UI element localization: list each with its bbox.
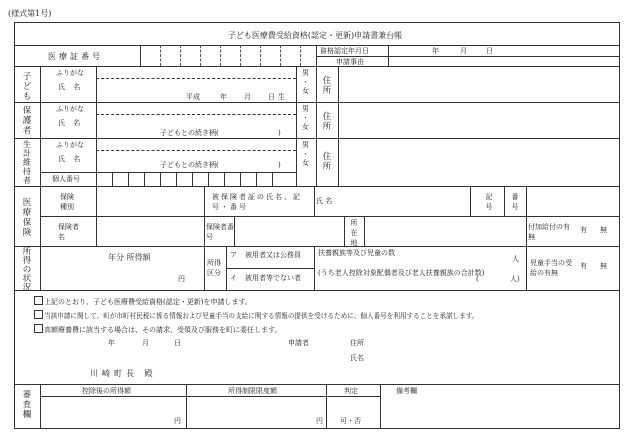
income-opt-a-text: 被用者又は公務員 xyxy=(245,251,301,259)
child-birth-year-text: 年 xyxy=(220,93,227,101)
guardian-gender-male[interactable]: 男 xyxy=(302,105,309,113)
income-year-label: 年分 所得額 xyxy=(108,253,151,262)
child-gender-dot: ・ xyxy=(302,78,309,86)
income-category-label: 所得区分 xyxy=(207,259,221,277)
dependents-person: 人 xyxy=(512,255,519,263)
guardian-relationship-label: 子どもとの続き柄( xyxy=(160,129,219,137)
child-birth-month-text: 月 xyxy=(244,93,251,101)
form-title: 子ども医療費受給資格(認定・更新)申請書兼台帳 xyxy=(227,31,403,40)
applicant-label: 申請者 xyxy=(288,339,309,347)
individual-no-label: 個人番号 xyxy=(52,175,80,183)
livelihood-section-label: 生計維持者 xyxy=(23,140,31,185)
date-month-label: 月 xyxy=(460,47,467,55)
sign-year: 年 xyxy=(108,339,115,347)
declaration-1[interactable]: 上記のとおり、子ども医療費受給資格(認定・更新)を申請します。 xyxy=(34,296,252,306)
child-allowance-yes[interactable]: 有 xyxy=(580,262,587,270)
guardian-relationship-close: ) xyxy=(278,129,281,137)
application-reason-label: 申請事由 xyxy=(336,58,364,66)
guardian-furigana-label: ふりがな xyxy=(56,105,84,113)
applicant-name-label: 氏名 xyxy=(350,354,364,362)
addressee: 川崎町長 殿 xyxy=(90,369,157,378)
child-gender-female[interactable]: 女 xyxy=(302,87,309,95)
insurer-location-label: 所在地 xyxy=(350,219,358,247)
livelihood-gender-male[interactable]: 男 xyxy=(302,141,309,149)
child-birth-era: 平成 xyxy=(186,93,200,101)
insurance-section-label: 医療保険 xyxy=(22,198,32,238)
income-opt-a[interactable]: ア xyxy=(230,251,237,259)
insured-name-label: 氏 名 xyxy=(316,197,333,205)
guardian-gender-dot: ・ xyxy=(302,114,309,122)
child-furigana-label: ふりがな xyxy=(56,69,84,77)
review-section-label: 審査欄 xyxy=(22,390,32,420)
dependents-label: 扶養親族等及び児童の数 xyxy=(318,249,395,257)
date-year-label: 年 xyxy=(432,47,439,55)
sign-month: 月 xyxy=(142,339,149,347)
declaration-1-checkbox[interactable] xyxy=(34,296,43,305)
medical-cert-no-boxes[interactable] xyxy=(140,45,316,66)
guardian-gender-female[interactable]: 女 xyxy=(302,123,309,131)
elderly-paren-open: ( xyxy=(476,275,479,283)
elderly-note: (うち老人控除対象配偶者及び老人扶養親族の合計数) xyxy=(318,269,485,277)
income-opt-i-text: 被用者等でない者 xyxy=(245,274,301,282)
insurer-name-label: 保険者名 xyxy=(58,223,79,241)
income-yen: 円 xyxy=(178,275,185,283)
child-name-label: 氏 名 xyxy=(58,83,84,91)
supplement-yes[interactable]: 有 xyxy=(580,226,587,234)
applicant-address-label: 住所 xyxy=(350,339,364,347)
livelihood-name-label: 氏 名 xyxy=(58,155,84,163)
form-number: (様式第1号) xyxy=(8,9,52,18)
guardian-name-label: 氏 名 xyxy=(58,119,84,127)
declaration-2[interactable]: 当該申請に関して、町が市町村民税に係る情報および児童手当の支給に関する情報の提供を受けるために、個人番号を利用することを承諾します。 xyxy=(34,310,479,320)
livelihood-gender-dot: ・ xyxy=(302,150,309,158)
livelihood-furigana-label: ふりがな xyxy=(56,141,84,149)
child-section-label: 子ども xyxy=(22,72,32,102)
insured-symbol-label: 記号 xyxy=(485,193,493,211)
child-gender-male[interactable]: 男 xyxy=(302,69,309,77)
medical-cert-no-label: 医療証番号 xyxy=(48,52,103,61)
income-section-label: 所得の状況 xyxy=(22,247,32,293)
child-address-label: 住所 xyxy=(322,76,332,96)
elderly-person-close: 人) xyxy=(510,275,520,283)
qualification-date-label: 資格認定年月日 xyxy=(320,47,369,55)
supplement-no[interactable]: 無 xyxy=(600,226,607,234)
livelihood-relationship-close: ) xyxy=(278,161,281,169)
individual-no-boxes[interactable] xyxy=(96,172,296,186)
livelihood-address-label: 住所 xyxy=(322,152,332,172)
date-day-label: 日 xyxy=(486,47,493,55)
livelihood-relationship-label: 子どもとの続き柄( xyxy=(160,161,219,169)
guardian-address-label: 住所 xyxy=(322,112,332,132)
supplement-label: 付加給付の有無 xyxy=(528,223,570,241)
child-birth-suffix: 生 xyxy=(278,93,285,101)
insurer-no-label: 保険者番号 xyxy=(206,223,234,241)
income-limit-yen: 円 xyxy=(316,417,323,425)
income-limit-label: 所得制限限度額 xyxy=(228,387,277,395)
declaration-3[interactable]: 高額療養費に該当する場合は、その請求、受領及び服務を町に委任します。 xyxy=(34,324,281,334)
declaration-2-checkbox[interactable] xyxy=(34,310,43,319)
insured-card-label: 被保険者証の氏名、記号・番号 xyxy=(212,193,302,211)
livelihood-gender-female[interactable]: 女 xyxy=(302,159,309,167)
child-allowance-no[interactable]: 無 xyxy=(600,262,607,270)
declaration-3-checkbox[interactable] xyxy=(34,324,43,333)
sign-day: 日 xyxy=(174,339,181,347)
child-birth-day-text: 日 xyxy=(268,93,275,101)
judgement-label: 判定 xyxy=(344,387,358,395)
deducted-income-label: 控除後の所得額 xyxy=(82,387,131,395)
income-opt-i[interactable]: イ xyxy=(230,274,237,282)
insurance-type-label: 保険種別 xyxy=(60,193,74,211)
child-allowance-label: 児童手当の受給の有無 xyxy=(530,259,572,277)
judgement-pass-fail[interactable]: 可・否 xyxy=(340,417,361,425)
remarks-label: 備考欄 xyxy=(396,387,417,395)
insured-number-label: 番号 xyxy=(511,193,519,211)
guardian-section-label: 保護者 xyxy=(22,106,32,136)
deducted-income-yen: 円 xyxy=(174,417,181,425)
